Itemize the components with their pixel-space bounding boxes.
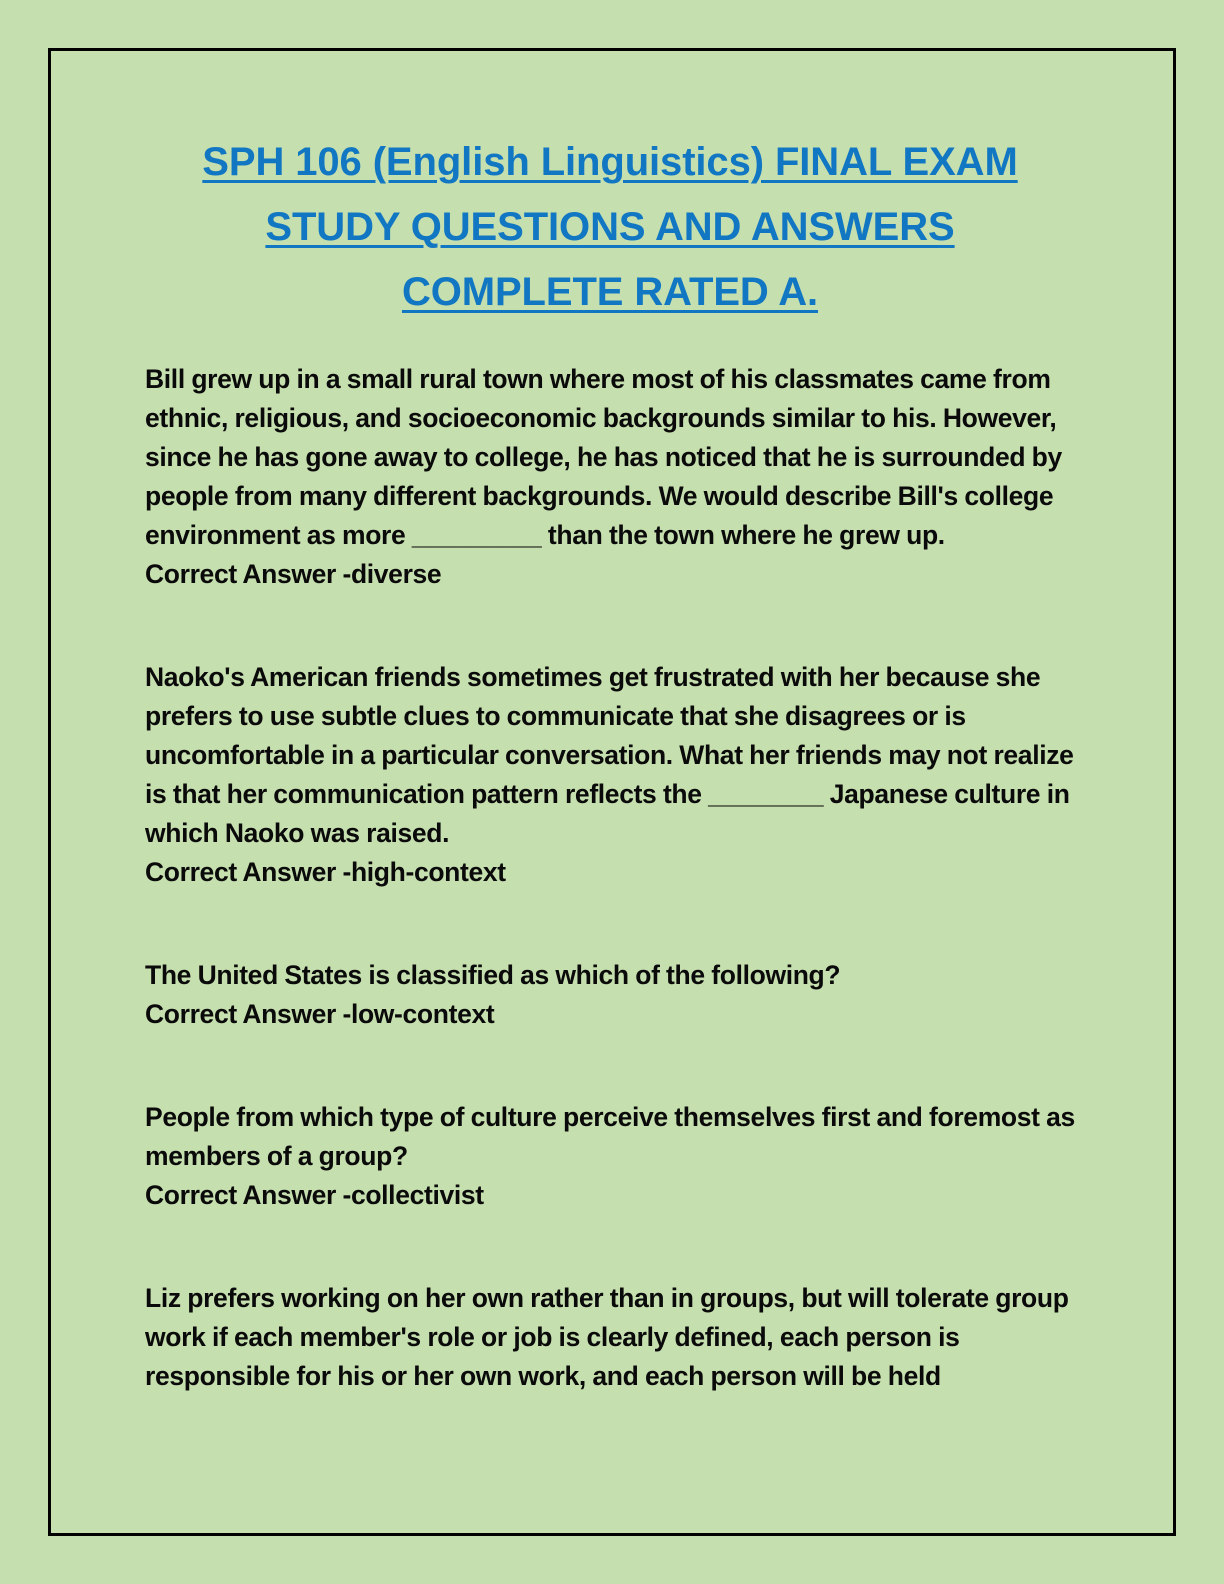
question-text: Bill grew up in a small rural town where most of his classmates came from ethnic, religious, and socioeconomic backgrounds similar to his. However, since he has gone away to college, he has noticed that he is surrounded by people from many different backgrounds. We would describe Bill's college environment as more _________ than the town where he grew up. [145,364,1062,551]
question-text: Liz prefers working on her own rather than in groups, but will tolerate group work if each member's role or job is clearly defined, each person is responsible for his or her own work, and each person will be held [145,1283,1069,1392]
document-content [145,130,1075,1396]
qa-block [145,1279,1075,1396]
answer-text: Correct Answer -high-context [145,857,506,888]
answer-text: Correct Answer -low-context [145,999,495,1030]
qa-block [145,658,1075,892]
page-title-text: SPH 106 (English Linguistics) FINAL EXAM STUDY QUESTIONS AND ANSWERS COMPLETE RATED A. [202,140,1018,314]
question-text: People from which type of culture perceive themselves first and foremost as members of a group? [145,1102,1075,1172]
answer-text: Correct Answer -diverse [145,559,442,590]
qa-block [145,360,1075,594]
qa-block [145,1098,1075,1215]
answer-text: Correct Answer -collectivist [145,1180,484,1211]
question-text: Naoko's American friends sometimes get frustrated with her because she prefers to use subtle clues to communicate that she disagrees or is uncomfortable in a particular conversation. What her friends may not realize is that her communication pattern reflects the ________ Japanese culture in which Naoko was raised. [145,662,1074,849]
qa-block [145,956,1075,1034]
question-text: The United States is classified as which of the following? [145,960,841,991]
page-title [145,130,1075,324]
